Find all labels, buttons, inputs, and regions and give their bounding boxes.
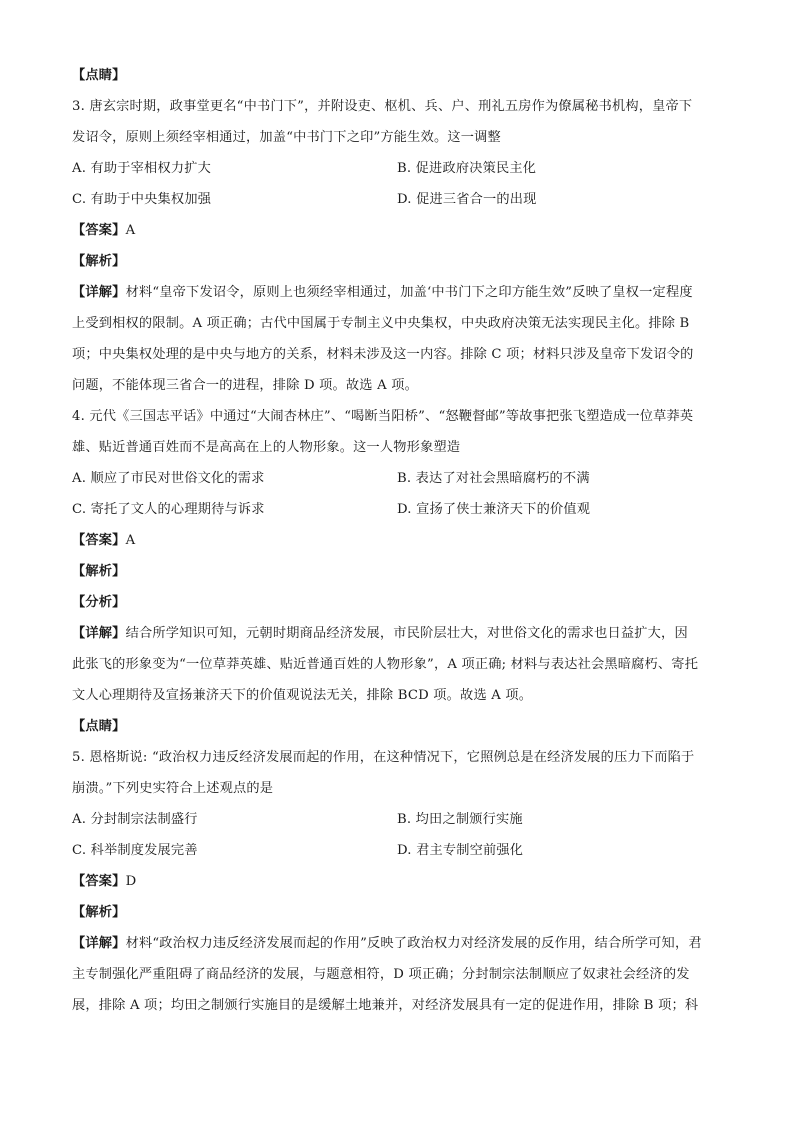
option-b: B. 促进政府决策民主化 [397, 161, 537, 176]
question-3-options-ab [72, 153, 724, 184]
question-3-detail-line-4: 问题，不能体现三省合一的进程，排除 D 项。故选 A 项。 [72, 378, 418, 393]
question-5-options-cd [72, 835, 724, 866]
question-3-detail-line-1 [72, 277, 724, 308]
section-label-fenxi: 【分析】 [72, 595, 126, 610]
question-4-detail-line-2: 此张飞的形象变为“一位草莽英雄、贴近普通百姓的人物形象”，A 项正确; 材料与表达社会黑暗腐朽、寄托 [72, 657, 699, 672]
detail-label: 【详解】 [72, 936, 126, 951]
option-c: C. 寄托了文人的心理期待与诉求 [72, 502, 265, 517]
answer-label: 【答案】 [72, 874, 126, 889]
question-5-stem-line-2: 崩溃。”下列史实符合上述观点的是 [72, 781, 274, 796]
section-label-jiexi: 【解析】 [72, 905, 126, 920]
answer-value: A [125, 533, 136, 548]
question-5-answer [72, 866, 724, 897]
section-label-jiexi: 【解析】 [72, 254, 126, 269]
question-3-stem-line-1: 3. 唐玄宗时期，政事堂更名“中书门下”，并附设吏、枢机、兵、户、刑礼五房作为僚属秘书机构，皇帝下 [72, 99, 693, 114]
answer-label: 【答案】 [72, 223, 126, 238]
detail-label: 【详解】 [72, 285, 126, 300]
question-4-options-cd [72, 494, 724, 525]
question-5-stem-line-1: 5. 恩格斯说: “政治权力违反经济发展而起的作用，在这种情况下，它照例总是在经济发展的压力下而陷于 [72, 750, 695, 765]
section-label-dianjing: 【点睛】 [72, 719, 126, 734]
answer-value: A [125, 223, 136, 238]
detail-text: 结合所学知识可知，元朝时期商品经济发展，市民阶层壮大，对世俗文化的需求也日益扩大，因 [125, 626, 688, 641]
option-d: D. 促进三省合一的出现 [397, 192, 537, 207]
option-d: D. 宣扬了侠士兼济天下的价值观 [397, 502, 591, 517]
question-4-stem-line-1: 4. 元代《三国志平话》中通过“大闹杏林庄”、“喝断当阳桥”、“怒鞭督邮”等故事把张飞塑造成一位草莽英 [72, 409, 694, 424]
answer-label: 【答案】 [72, 533, 126, 548]
question-5-detail-line-3: 展，排除 A 项；均田之制颁行实施目的是缓解土地兼并，对经济发展具有一定的促进作用，排除 B 项；科 [72, 998, 699, 1013]
option-c: C. 有助于中央集权加强 [72, 192, 212, 207]
option-a: A. 顺应了市民对世俗文化的需求 [72, 471, 265, 486]
document-page [72, 60, 724, 1021]
question-4-options-ab [72, 463, 724, 494]
option-d: D. 君主专制空前强化 [397, 843, 524, 858]
detail-text: 材料“政治权力违反经济发展而起的作用”反映了政治权力对经济发展的反作用，结合所学可知，君 [125, 936, 702, 951]
question-3-options-cd [72, 184, 724, 215]
option-a: A. 分封制宗法制盛行 [72, 812, 198, 827]
question-5-options-ab [72, 804, 724, 835]
question-5-detail-line-1 [72, 928, 724, 959]
option-c: C. 科举制度发展完善 [72, 843, 198, 858]
option-b: B. 均田之制颁行实施 [397, 812, 523, 827]
option-b: B. 表达了对社会黑暗腐朽的不满 [397, 471, 590, 486]
option-a: A. 有助于宰相权力扩大 [72, 161, 211, 176]
question-3-stem-line-2: 发诏令，原则上须经宰相通过，加盖“中书门下之印”方能生效。这一调整 [72, 130, 501, 145]
section-label-jiexi: 【解析】 [72, 564, 126, 579]
question-4-detail-line-1 [72, 618, 724, 649]
question-4-detail-line-3: 文人心理期待及宣扬兼济天下的价值观说法无关，排除 BCD 项。故选 A 项。 [72, 688, 533, 703]
detail-label: 【详解】 [72, 626, 126, 641]
question-4-stem-line-2: 雄、贴近普通百姓而不是高高在上的人物形象。这一人物形象塑造 [72, 440, 461, 455]
question-4-answer [72, 525, 724, 556]
section-label-dianjing: 【点睛】 [72, 68, 126, 83]
answer-value: D [125, 874, 137, 889]
question-3-detail-line-2: 上受到相权的限制。A 项正确；古代中国属于专制主义中央集权，中央政府决策无法实现民主化。排除 B [72, 316, 690, 331]
question-3-detail-line-3: 项；中央集权处理的是中央与地方的关系，材料未涉及这一内容。排除 C 项；材料只涉及皇帝下发诏令的 [72, 347, 694, 362]
detail-text: 材料“皇帝下发诏令，原则上也须经宰相通过，加盖‘中书门下之印方能生效”反映了皇权一定程度 [125, 285, 693, 300]
question-3-answer [72, 215, 724, 246]
question-5-detail-line-2: 主专制强化严重阻碍了商品经济的发展，与题意相符，D 项正确；分封制宗法制顺应了奴隶社会经济的发 [72, 967, 690, 982]
